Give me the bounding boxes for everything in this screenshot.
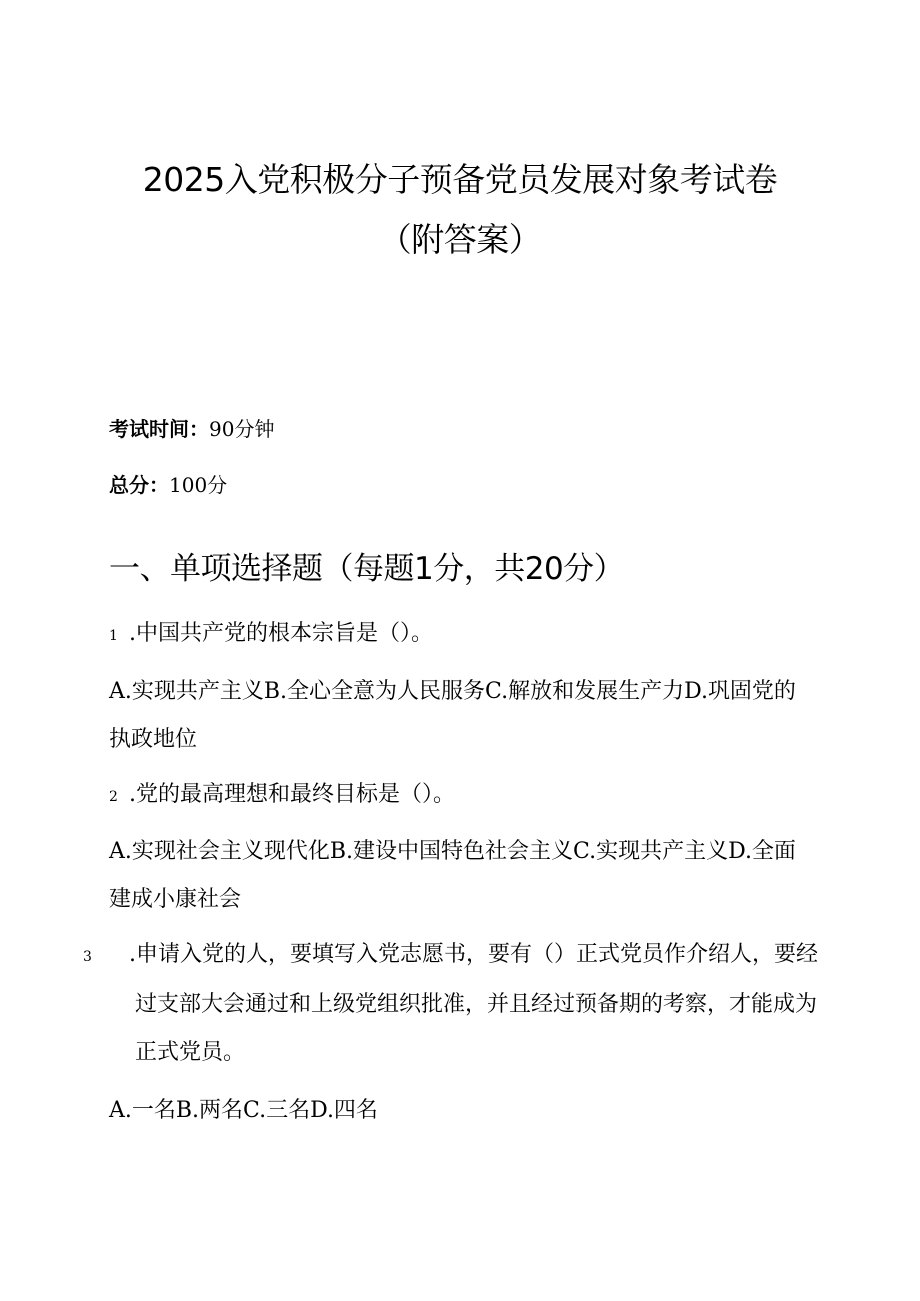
section-heading: 一、单项选择题（每题1分，共20分）	[109, 551, 625, 587]
total-score-label: 总分：	[109, 473, 169, 497]
question-2	[109, 771, 809, 821]
question-number: 3	[83, 949, 92, 965]
question-2-options: A.实现社会主义现代化B.建设中国特色社会主义C.实现共产主义D.全面建成小康社会	[109, 839, 796, 912]
question-1-options: A.实现共产主义B.全心全意为人民服务C.解放和发展生产力D.巩固党的执政地位	[109, 679, 796, 752]
title-line-2: （附答案）	[378, 220, 542, 259]
question-number: 1	[109, 628, 118, 644]
exam-time-label: 考试时间：	[109, 417, 209, 441]
question-text: .中国共产党的根本宗旨是（）。	[129, 621, 433, 646]
question-number: 2	[109, 789, 118, 805]
exam-time	[109, 414, 274, 444]
question-1	[109, 610, 809, 660]
total-score-value: 100分	[169, 473, 228, 497]
question-text: .党的最高理想和最终目标是（）。	[129, 782, 455, 807]
exam-time-value: 90分钟	[209, 417, 275, 441]
total-score	[109, 470, 227, 500]
document-title	[0, 152, 920, 268]
title-line-1: 2025入党积极分子预备党员发展对象考试卷	[142, 160, 778, 199]
question-3-options: A.一名B.两名C.三名D.四名	[109, 1098, 378, 1123]
question-text: .申请入党的人，要填写入党志愿书，要有（）正式党员作介绍人，要经过支部大会通过和上级党组织批准，并且经过预备期的考察，才能成为正式党员。	[129, 942, 818, 1065]
question-3	[83, 931, 835, 1077]
